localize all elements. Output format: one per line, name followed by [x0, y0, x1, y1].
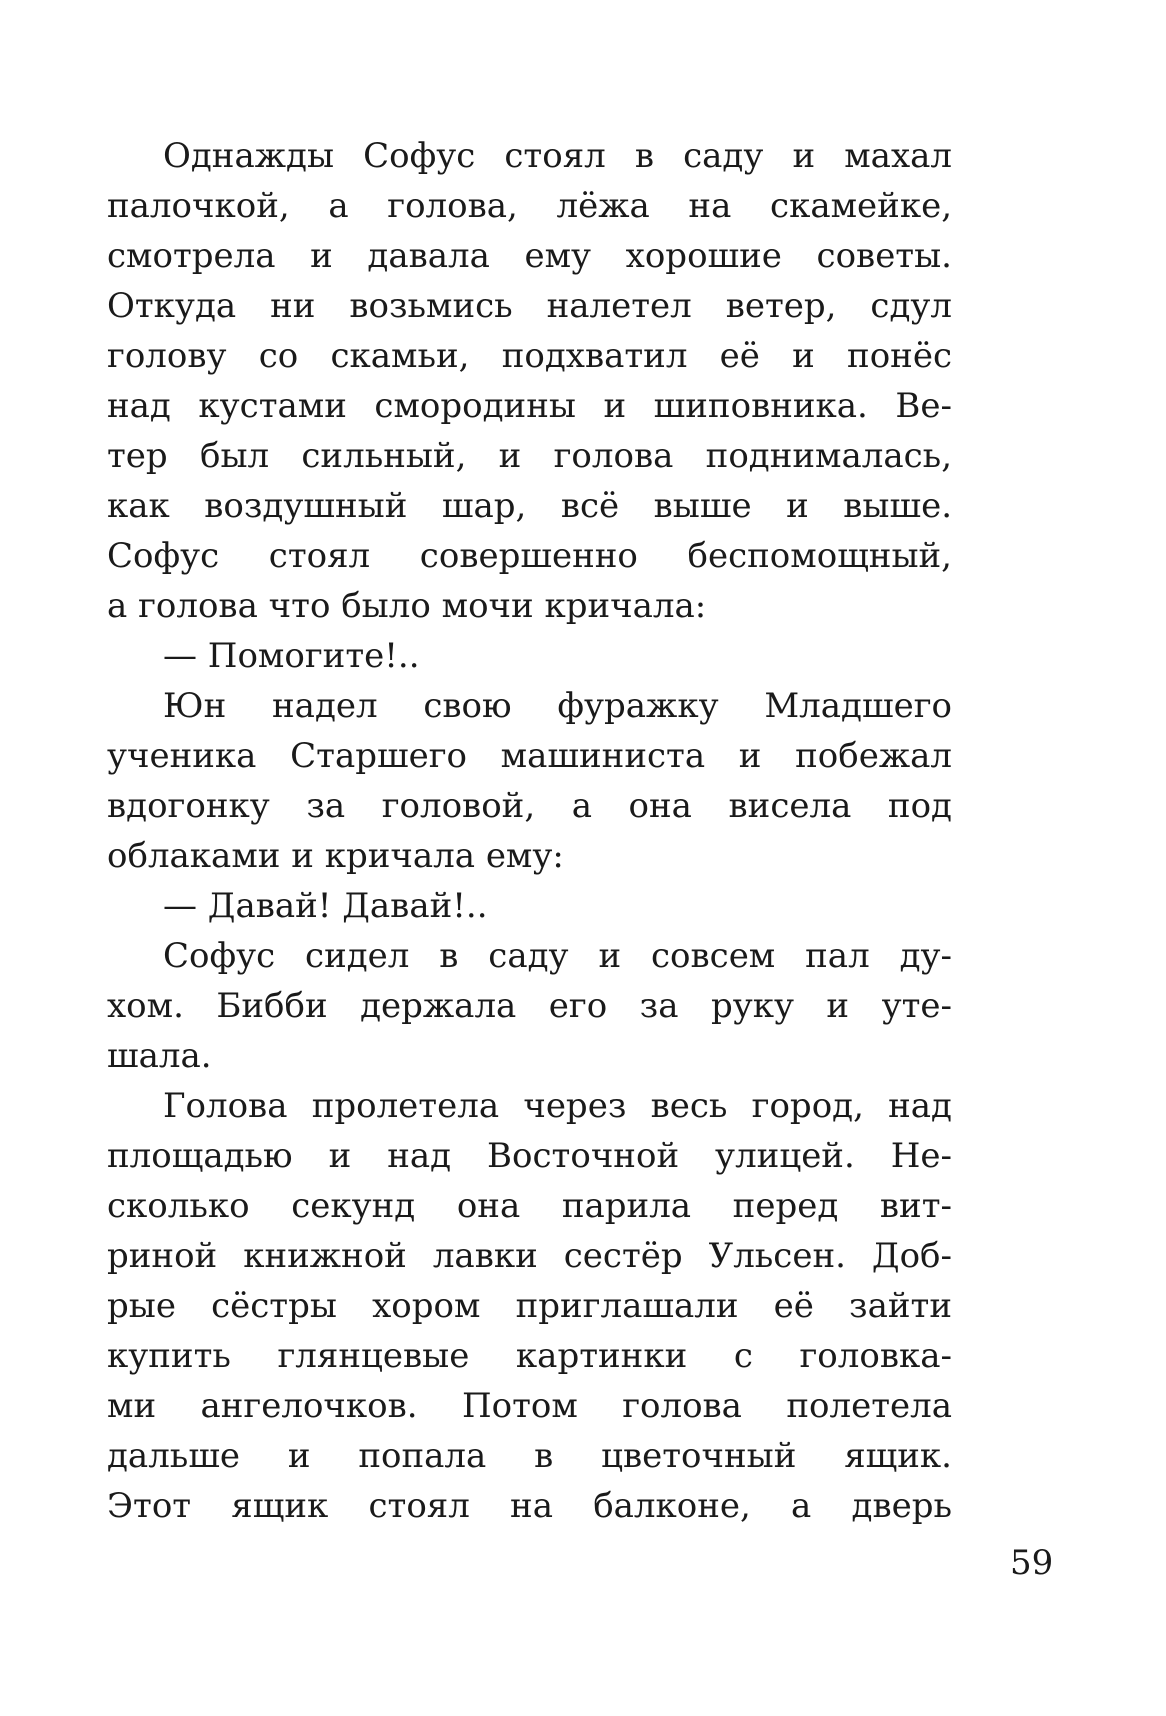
page-number: 59: [1010, 1543, 1054, 1583]
text-line: купить глянцевые картинки с головка-: [107, 1336, 952, 1376]
text-line: хом. Бибби держала его за руку и уте-: [107, 986, 952, 1026]
text-line: голову со скамьи, подхватил её и понёс: [107, 336, 952, 376]
text-line: облаками и кричала ему:: [107, 836, 564, 876]
text-line: Юн надел свою фуражку Младшего: [163, 686, 952, 726]
text-line: рые сёстры хором приглашали её зайти: [107, 1286, 952, 1326]
text-line: Софус сидел в саду и совсем пал ду-: [163, 936, 952, 976]
text-line: Этот ящик стоял на балконе, а дверь: [107, 1486, 952, 1526]
page-text: [107, 131, 952, 1531]
text-line: риной книжной лавки сестёр Ульсен. Доб-: [107, 1236, 952, 1276]
text-line: — Помогите!..: [163, 636, 420, 676]
text-line: а голова что было мочи кричала:: [107, 586, 707, 626]
text-line: Софус стоял совершенно беспомощный,: [107, 536, 952, 576]
text-line: тер был сильный, и голова поднималась,: [107, 436, 952, 476]
text-line: как воздушный шар, всё выше и выше.: [107, 486, 952, 526]
text-line: — Давай! Давай!..: [163, 886, 488, 926]
text-line: ми ангелочков. Потом голова полетела: [107, 1386, 952, 1426]
text-line: шала.: [107, 1036, 212, 1076]
text-line: ученика Старшего машиниста и побежал: [107, 736, 952, 776]
text-line: Откуда ни возьмись налетел ветер, сдул: [107, 286, 952, 326]
text-line: над кустами смородины и шиповника. Ве-: [107, 386, 952, 426]
text-line: Однажды Софус стоял в саду и махал: [163, 136, 952, 176]
text-line: смотрела и давала ему хорошие советы.: [107, 236, 952, 276]
text-line: дальше и попала в цветочный ящик.: [107, 1436, 952, 1476]
text-line: вдогонку за головой, а она висела под: [107, 786, 952, 826]
text-line: сколько секунд она парила перед вит-: [107, 1186, 952, 1226]
text-line: палочкой, а голова, лёжа на скамейке,: [107, 186, 952, 226]
text-line: Голова пролетела через весь город, над: [163, 1086, 952, 1126]
text-line: площадью и над Восточной улицей. Не-: [107, 1136, 952, 1176]
